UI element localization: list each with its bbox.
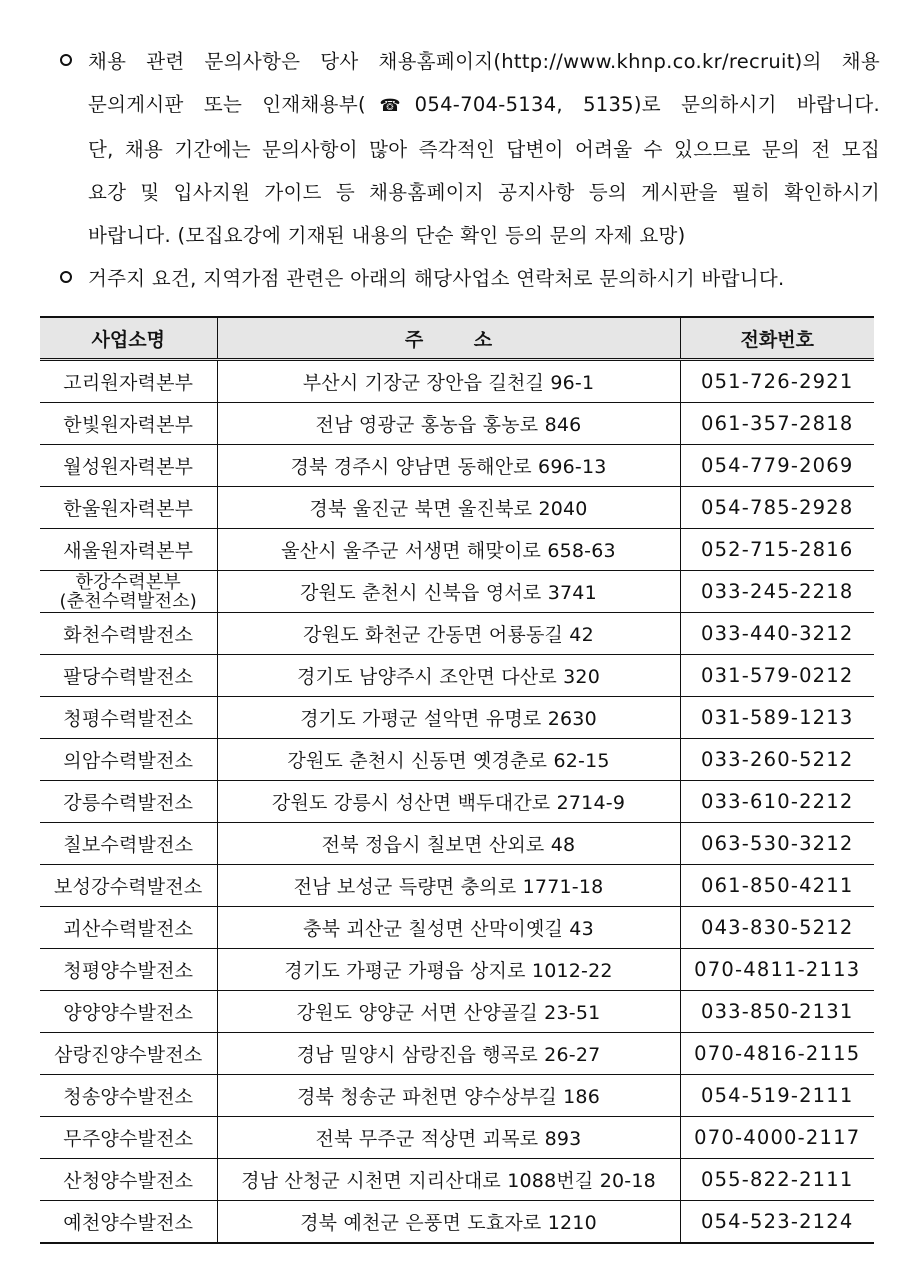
office-name-cell: 예천양수발전소: [40, 1201, 217, 1244]
phone-cell: 070-4000-2117: [680, 1117, 874, 1159]
address-cell: 강원도 강릉시 성산면 백두대간로 2714-9: [217, 781, 680, 823]
office-name-cell: 산청양수발전소: [40, 1159, 217, 1201]
circle-bullet-icon: [60, 271, 72, 283]
phone-icon: ☎: [365, 96, 415, 116]
address-cell: 경북 경주시 양남면 동해안로 696-13: [217, 445, 680, 487]
office-name-cell: 강릉수력발전소: [40, 781, 217, 823]
office-name-cell: 무주양수발전소: [40, 1117, 217, 1159]
address-cell: 경기도 가평군 설악면 유명로 2630: [217, 697, 680, 739]
notice-line: 요강 및 입사지원 가이드 등 채용홈페이지 공지사항 등의 게시판을 필히 확인하시기: [88, 181, 880, 204]
table-row: [40, 1033, 874, 1075]
table-header-row: [40, 317, 874, 360]
phone-cell: 070-4816-2115: [680, 1033, 874, 1075]
header-address-label: 주 소: [404, 328, 515, 351]
address-cell: 경기도 남양주시 조안면 다산로 320: [217, 655, 680, 697]
phone-cell: 063-530-3212: [680, 823, 874, 865]
table-row: [40, 991, 874, 1033]
office-name-cell: 삼랑진양수발전소: [40, 1033, 217, 1075]
header-office-name: 사업소명: [40, 317, 217, 360]
address-cell: 경남 산청군 시천면 지리산대로 1088번길 20-18: [217, 1159, 680, 1201]
table-row: [40, 655, 874, 697]
address-cell: 충북 괴산군 칠성면 산막이옛길 43: [217, 907, 680, 949]
notice-line: 거주지 요건, 지역가점 관련은 아래의 해당사업소 연락처로 문의하시기 바랍니다.: [88, 267, 785, 290]
office-name-cell: 보성강수력발전소: [40, 865, 217, 907]
office-name-cell: [40, 571, 217, 613]
phone-cell: 043-830-5212: [680, 907, 874, 949]
office-name-cell: 칠보수력발전소: [40, 823, 217, 865]
table-row: [40, 360, 874, 403]
table-row: [40, 907, 874, 949]
office-name-cell: 한울원자력본부: [40, 487, 217, 529]
table-row: [40, 1117, 874, 1159]
address-cell: 경기도 가평군 가평읍 상지로 1012-22: [217, 949, 680, 991]
phone-cell: 051-726-2921: [680, 360, 874, 403]
address-cell: 울산시 울주군 서생면 해맞이로 658-63: [217, 529, 680, 571]
header-address: [217, 317, 680, 360]
table-row: [40, 487, 874, 529]
phone-cell: 052-715-2816: [680, 529, 874, 571]
table-row: [40, 613, 874, 655]
phone-cell: 054-523-2124: [680, 1201, 874, 1244]
table-row: [40, 571, 874, 613]
notice-list: [58, 40, 880, 300]
table-row: [40, 1075, 874, 1117]
notice-line-part: 054-704-5134, 5135)로 문의하시기 바랍니다.: [414, 93, 880, 116]
table-row: [40, 865, 874, 907]
table-body: [40, 360, 874, 1244]
notice-line: 바랍니다. (모집요강에 기재된 내용의 단순 확인 등의 문의 자제 요망): [88, 224, 686, 247]
phone-cell: 070-4811-2113: [680, 949, 874, 991]
address-cell: 경북 예천군 은풍면 도효자로 1210: [217, 1201, 680, 1244]
phone-cell: 033-260-5212: [680, 739, 874, 781]
phone-cell: 033-850-2131: [680, 991, 874, 1033]
table-row: [40, 1201, 874, 1244]
office-name-cell: 화천수력발전소: [40, 613, 217, 655]
address-cell: 경북 청송군 파천면 양수상부길 186: [217, 1075, 680, 1117]
address-cell: 전북 무주군 적상면 괴목로 893: [217, 1117, 680, 1159]
address-cell: 전남 보성군 득량면 충의로 1771-18: [217, 865, 680, 907]
office-name-cell: 양양양수발전소: [40, 991, 217, 1033]
notice-line: 채용 관련 문의사항은 당사 채용홈페이지(http://www.khnp.co.kr/recruit)의 채용: [88, 50, 880, 73]
notice-item-inquiry: [58, 40, 880, 257]
office-name-cell: 한빛원자력본부: [40, 403, 217, 445]
address-cell: 경남 밀양시 삼랑진읍 행곡로 26-27: [217, 1033, 680, 1075]
office-name-cell: 새울원자력본부: [40, 529, 217, 571]
office-name-sub: (춘천수력발전소): [59, 590, 198, 612]
address-cell: 강원도 춘천시 신북읍 영서로 3741: [217, 571, 680, 613]
phone-cell: 033-245-2218: [680, 571, 874, 613]
table-row: [40, 403, 874, 445]
notice-line-part: 문의게시판 또는 인재채용부(: [88, 93, 366, 116]
office-name-cell: 팔당수력발전소: [40, 655, 217, 697]
phone-cell: 033-610-2212: [680, 781, 874, 823]
phone-cell: 031-589-1213: [680, 697, 874, 739]
address-cell: 전남 영광군 홍농읍 홍농로 846: [217, 403, 680, 445]
office-name-cell: 괴산수력발전소: [40, 907, 217, 949]
address-cell: 전북 정읍시 칠보면 산외로 48: [217, 823, 680, 865]
office-name-cell: 의암수력발전소: [40, 739, 217, 781]
office-name-cell: 고리원자력본부: [40, 360, 217, 403]
phone-cell: 054-779-2069: [680, 445, 874, 487]
table-row: [40, 823, 874, 865]
notice-line: [88, 83, 880, 128]
office-name-cell: 청송양수발전소: [40, 1075, 217, 1117]
table-row: [40, 445, 874, 487]
phone-cell: 061-357-2818: [680, 403, 874, 445]
office-name-cell: 청평수력발전소: [40, 697, 217, 739]
address-cell: 경북 울진군 북면 울진북로 2040: [217, 487, 680, 529]
table-row: [40, 529, 874, 571]
address-cell: 부산시 기장군 장안읍 길천길 96-1: [217, 360, 680, 403]
circle-bullet-icon: [60, 54, 72, 66]
address-cell: 강원도 춘천시 신동면 옛경춘로 62-15: [217, 739, 680, 781]
office-name: 한강수력본부: [75, 571, 182, 593]
address-cell: 강원도 양양군 서면 산양골길 23-51: [217, 991, 680, 1033]
office-name-cell: 청평양수발전소: [40, 949, 217, 991]
office-name-cell: 월성원자력본부: [40, 445, 217, 487]
phone-cell: 061-850-4211: [680, 865, 874, 907]
address-cell: 강원도 화천군 간동면 어룡동길 42: [217, 613, 680, 655]
phone-cell: 054-519-2111: [680, 1075, 874, 1117]
notice-item-residence: [58, 257, 880, 300]
phone-cell: 033-440-3212: [680, 613, 874, 655]
phone-cell: 031-579-0212: [680, 655, 874, 697]
table-row: [40, 949, 874, 991]
phone-cell: 054-785-2928: [680, 487, 874, 529]
table-row: [40, 1159, 874, 1201]
table-row: [40, 781, 874, 823]
notice-line: 단, 채용 기간에는 문의사항이 많아 즉각적인 답변이 어려울 수 있으므로 문의 전 모집: [88, 138, 880, 161]
phone-cell: 055-822-2111: [680, 1159, 874, 1201]
table-row: [40, 739, 874, 781]
office-contact-table: [40, 316, 874, 1244]
table-row: [40, 697, 874, 739]
header-phone: 전화번호: [680, 317, 874, 360]
